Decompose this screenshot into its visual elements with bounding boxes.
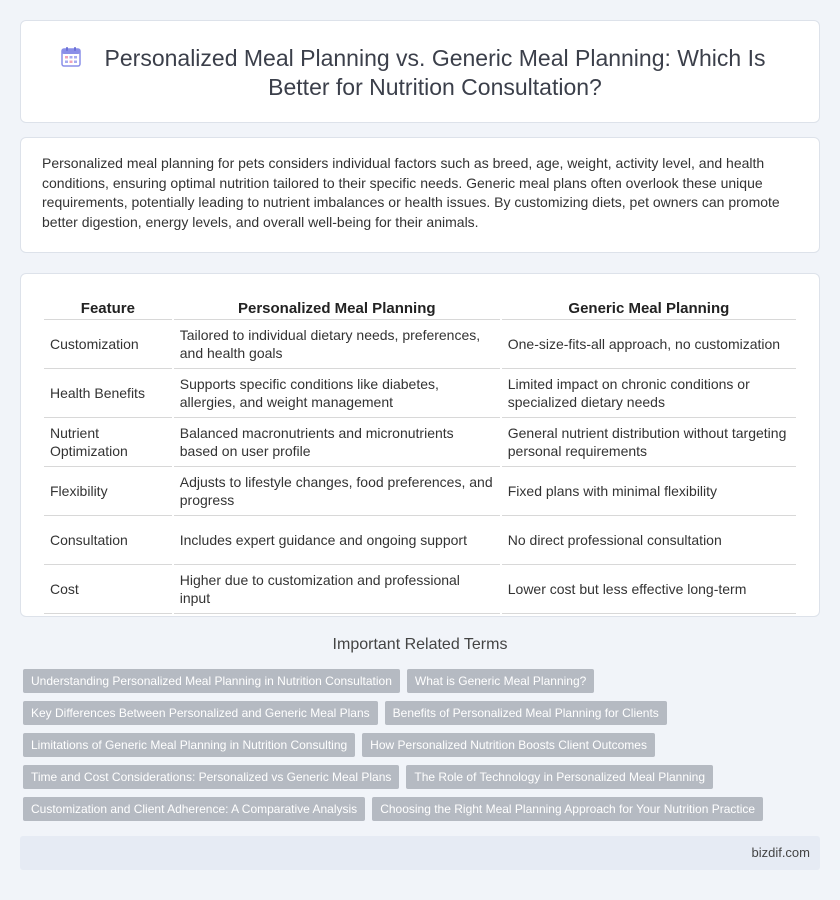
comparison-table bbox=[42, 296, 798, 614]
cell-generic: General nutrient distribution without targeting personal requirements bbox=[502, 418, 796, 467]
cell-feature: Cost bbox=[44, 565, 172, 614]
related-term-link[interactable]: Limitations of Generic Meal Planning in Nutrition Consulting bbox=[23, 733, 355, 757]
related-terms-heading: Important Related Terms bbox=[332, 636, 508, 653]
related-term-link[interactable]: How Personalized Nutrition Boosts Client Outcomes bbox=[362, 733, 655, 757]
table-row bbox=[44, 467, 796, 516]
table-row bbox=[44, 418, 796, 467]
cell-feature: Nutrient Optimization bbox=[44, 418, 172, 467]
related-term-link[interactable]: Benefits of Personalized Meal Planning for Clients bbox=[385, 701, 667, 725]
table-row bbox=[44, 320, 796, 369]
related-term-link[interactable]: Key Differences Between Personalized and Generic Meal Plans bbox=[23, 701, 378, 725]
footer-site-link[interactable]: bizdif.com bbox=[751, 845, 810, 860]
related-term-link[interactable]: Customization and Client Adherence: A Comparative Analysis bbox=[23, 797, 365, 821]
related-term-link[interactable]: Choosing the Right Meal Planning Approach for Your Nutrition Practice bbox=[372, 797, 763, 821]
cell-generic: One-size-fits-all approach, no customization bbox=[502, 320, 796, 369]
cell-feature: Consultation bbox=[44, 516, 172, 565]
cell-personalized: Supports specific conditions like diabetes, allergies, and weight management bbox=[174, 369, 500, 418]
intro-card bbox=[20, 137, 820, 253]
intro-paragraph: Personalized meal planning for pets considers individual factors such as breed, age, weight, activity level, and health conditions, ensuring optimal nutrition tailored to their specific needs. Generic meal plans often overlook these unique requirements, potentially leading to nutrient imbalances or health issues. By customizing diets, pet owners can promote better digestion, energy levels, and overall well-being for their animals. bbox=[42, 155, 780, 230]
table-header-row bbox=[44, 296, 796, 320]
title-card bbox=[20, 20, 820, 123]
header-personalized: Personalized Meal Planning bbox=[174, 296, 500, 320]
cell-feature: Flexibility bbox=[44, 467, 172, 516]
table-row bbox=[44, 565, 796, 614]
header-feature: Feature bbox=[44, 296, 172, 320]
comparison-card bbox=[20, 273, 820, 617]
related-term-link[interactable]: Time and Cost Considerations: Personalized vs Generic Meal Plans bbox=[23, 765, 399, 789]
related-term-link[interactable]: What is Generic Meal Planning? bbox=[407, 669, 594, 693]
cell-personalized: Includes expert guidance and ongoing support bbox=[174, 516, 500, 565]
cell-generic: Limited impact on chronic conditions or specialized dietary needs bbox=[502, 369, 796, 418]
cell-generic: No direct professional consultation bbox=[502, 516, 796, 565]
related-term-link[interactable]: The Role of Technology in Personalized Meal Planning bbox=[406, 765, 713, 789]
cell-feature: Customization bbox=[44, 320, 172, 369]
cell-personalized: Adjusts to lifestyle changes, food preferences, and progress bbox=[174, 467, 500, 516]
cell-personalized: Higher due to customization and professional input bbox=[174, 565, 500, 614]
cell-generic: Lower cost but less effective long-term bbox=[502, 565, 796, 614]
cell-generic: Fixed plans with minimal flexibility bbox=[502, 467, 796, 516]
footer bbox=[20, 836, 820, 870]
table-row bbox=[44, 369, 796, 418]
cell-feature: Health Benefits bbox=[44, 369, 172, 418]
header-generic: Generic Meal Planning bbox=[502, 296, 796, 320]
page-title: Personalized Meal Planning vs. Generic Meal Planning: Which Is Better for Nutrition Consultation? bbox=[104, 45, 766, 100]
cell-personalized: Balanced macronutrients and micronutrients based on user profile bbox=[174, 418, 500, 467]
table-row bbox=[44, 516, 796, 565]
cell-personalized: Tailored to individual dietary needs, preferences, and health goals bbox=[174, 320, 500, 369]
related-terms-list bbox=[23, 669, 803, 829]
related-term-link[interactable]: Understanding Personalized Meal Planning in Nutrition Consultation bbox=[23, 669, 400, 693]
